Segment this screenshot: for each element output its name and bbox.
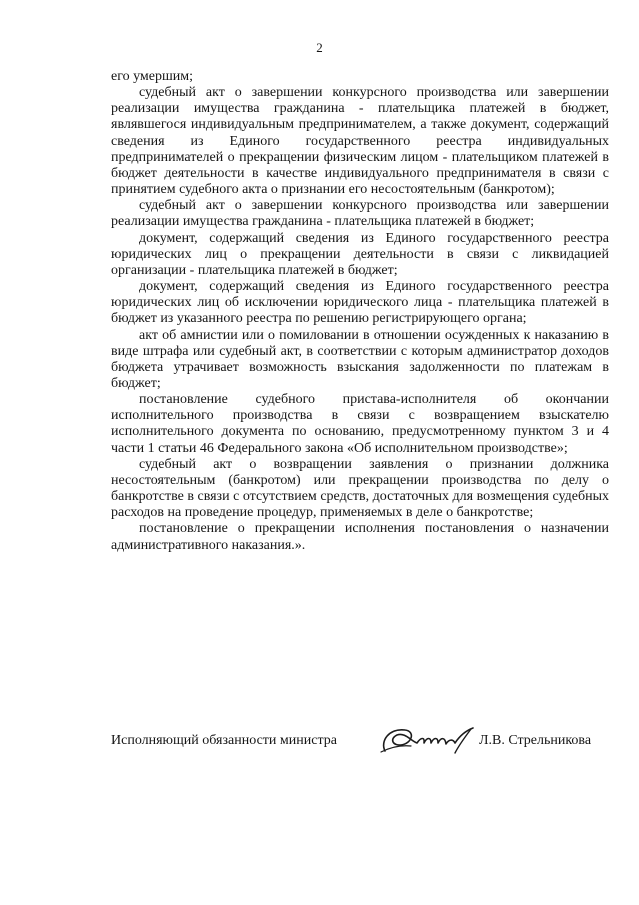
signer-title: Исполняющий обязанности министра [111, 733, 337, 748]
signature-block [111, 732, 609, 768]
paragraph: судебный акт о завершении конкурсного производства или завершении реализации имущества гражданина - плательщика платежей в бюджет, являвшегося индивидуальным предпринимателем, а также документ, содержащий сведения из Единого государственного реестра индивидуальных предпринимателей о прекращении физическим лицом - плательщиком платежей в бюджет деятельности в качестве индивидуального предпринимателя в связи с принятием судебного акта о признании его несостоятельным (банкротом); [111, 85, 609, 198]
paragraph: документ, содержащий сведения из Единого государственного реестра юридических лиц о прекращении деятельности в связи с ликвидацией организации - плательщика платежей в бюджет; [111, 230, 609, 278]
page-number: 2 [316, 40, 323, 55]
signer-name: Л.В. Стрельникова [479, 733, 592, 748]
paragraph: его умершим; [111, 69, 194, 84]
document-body [111, 69, 609, 554]
paragraph: постановление судебного пристава-исполнителя об окончании исполнительного производства в связи с возвращением взыскателю исполнительного документа по основанию, предусмотренному пунктом 3 и 4 части 1 статьи 46 Федерального закона «Об исполнительном производстве»; [111, 392, 609, 456]
paragraph: документ, содержащий сведения из Единого государственного реестра юридических лиц об исключении юридического лица - плательщика платежей в бюджет из указанного реестра по решению регистрирующего органа; [111, 279, 609, 327]
handwritten-signature [375, 723, 483, 757]
paragraph: судебный акт о возвращении заявления о признании должника несостоятельным (банкротом) или прекращении производства по делу о банкротстве в связи с отсутствием средств, достаточных для возмещения судебных расходов на проведение процедур, применяемых в деле о банкротстве; [111, 456, 609, 521]
paragraph: постановление о прекращении исполнения постановления о назначении административного наказания.». [111, 521, 609, 553]
paragraph: акт об амнистии или о помиловании в отношении осужденных к наказанию в виде штрафа или судебный акт, в соответствии с которым администратор доходов бюджета утрачивает возможность взыскания задолженности по платежам в бюджет; [111, 327, 609, 391]
paragraph: судебный акт о завершении конкурсного производства или завершении реализации имущества гражданина - плательщика платежей в бюджет; [111, 198, 609, 230]
